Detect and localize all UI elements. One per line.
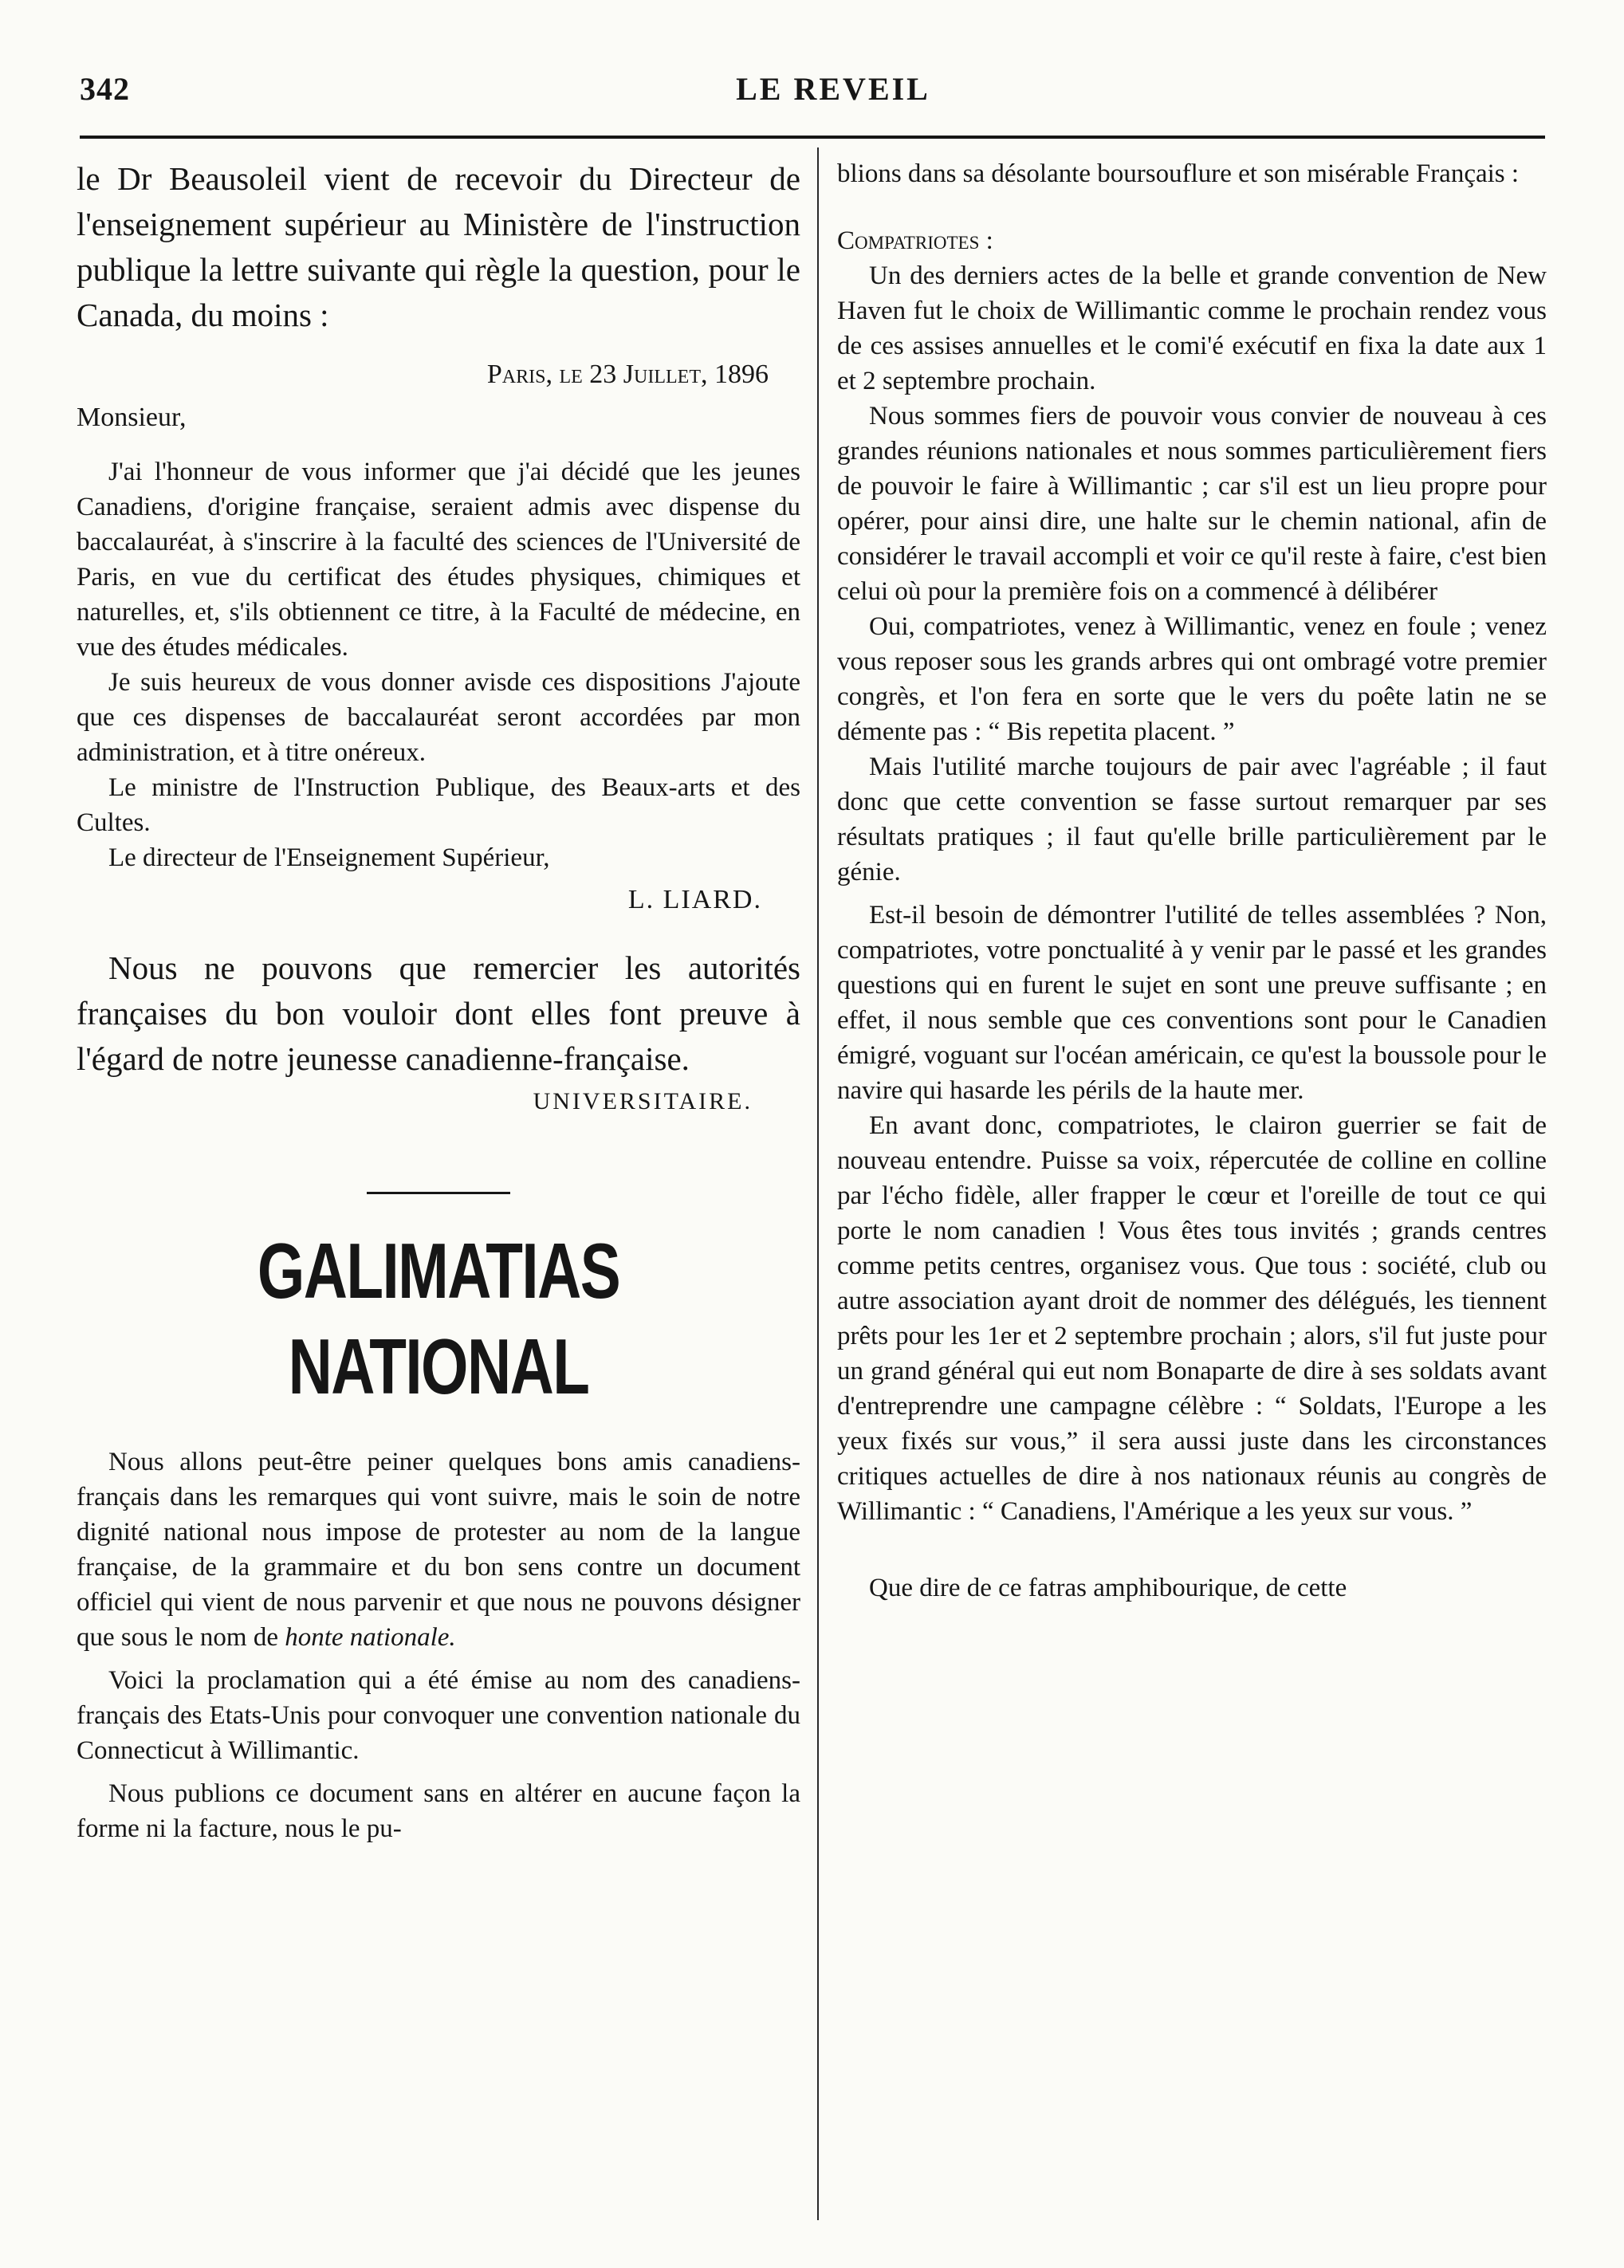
closing-paragraph: Nous ne pouvons que remercier les autorités françaises du bon vouloir dont elles font preuve à l'égard de notre jeunesse canadienne-française.	[77, 949, 800, 1077]
page-number: 342	[80, 71, 130, 107]
left-column	[77, 156, 800, 1846]
letter-body	[77, 454, 800, 875]
article-headline: GALIMATIAS NATIONAL	[257, 1227, 620, 1410]
intro-paragraph: le Dr Beausoleil vient de recevoir du Directeur de l'enseignement supérieur au Ministère de l'instruction publique la lettre suivante qui règle la question, pour le Canada, du moins :	[77, 160, 800, 333]
article-body	[77, 1445, 800, 1846]
article-italic-text: honte nationale.	[285, 1623, 456, 1652]
letter-paragraph: Le ministre de l'Instruction Publique, des Beaux-arts et des Cultes.	[77, 773, 800, 837]
proclamation-paragraph: Est-il besoin de démontrer l'utilité de telles assemblées ? Non, compatriotes, votre ponctualité à y venir par le passé et les grandes questions qui en furent le sujet en sont une preuve suffisante ; en effet, il nous semble que ces conventions sont pour le Canadien émigré, voguant sur l'océan américain, ce qu'est la boussole pour le navire qui hasarde les périls de la haute mer.	[837, 901, 1547, 1105]
letter-salutation: Monsieur,	[77, 403, 187, 432]
letter-paragraph: Le directeur de l'Enseignement Supérieur,	[108, 843, 550, 872]
section-rule	[367, 1192, 510, 1194]
final-paragraph: Que dire de ce fatras amphibourique, de cette	[869, 1574, 1347, 1602]
continuation-paragraph: blions dans sa désolante boursouflure et son misérable Français :	[837, 159, 1520, 188]
proclamation-paragraph: Oui, compatriotes, venez à Willimantic, venez en foule ; venez vous reposer sous les grands arbres qui ont ombragé votre premier congrès, et l'on fera en sorte que le vers du poête latin ne se démente pas : “ Bis repetita placent. ”	[837, 612, 1547, 746]
column-divider	[817, 147, 819, 2220]
header-rule	[80, 136, 1545, 139]
proclamation-paragraph: Nous sommes fiers de pouvoir vous convier de nouveau à ces grandes réunions nationales et nous sommes particulièrement fiers de pouvoir le faire à Willimantic ; car s'il est un lieu propre pour opérer, pour ainsi dire, une halte sur le chemin national, afin de considérer le travail accompli et voir ce qu'il reste à faire, c'est bien celui où pour la première fois on a commencé à délibérer	[837, 402, 1547, 606]
right-column	[837, 156, 1547, 1606]
letter-paragraph: Je suis heureux de vous donner avisde ces dispositions J'ajoute que ces dispenses de baccalauréat seront accordées par mon administration, et à titre onéreux.	[77, 668, 800, 767]
running-head: LE REVEIL	[736, 71, 930, 107]
byline: UNIVERSITAIRE.	[533, 1088, 753, 1114]
proclamation-paragraph: Un des derniers actes de la belle et grande convention de New Haven fut le choix de Willimantic comme le prochain rendez vous de ces assises annuelles et le comi'é exécutif en fixa la date aux 1 et 2 septembre prochain.	[837, 261, 1547, 395]
proclamation-heading: Compatriotes :	[837, 226, 993, 255]
article-paragraph	[77, 1445, 800, 1655]
article-paragraph: Voici la proclamation qui a été émise au nom des canadiens-français des Etats-Unis pour convoquer une convention nationale du Connecticut à Willimantic.	[77, 1666, 800, 1765]
proclamation-paragraph: En avant donc, compatriotes, le clairon guerrier se fait de nouveau entendre. Puisse sa voix, répercutée de colline en colline par l'écho fidèle, aller frapper le cœur et l'oreille de tout ce qui porte le nom canadien ! Vous êtes tous invités ; grands centres comme petits centres, organisez vous. Que tous : société, club ou autre association ayant droit de nommer des délégués, les tiennent prêts pour les 1er et 2 septembre prochain ; alors, s'il fut juste pour un grand général qui eut nom Bonaparte de dire à ses soldats avant d'entreprendre une campagne célèbre : “ Soldats, l'Europe a les yeux fixés sur vous,” il sera aussi juste dans les circonstances critiques actuelles de dire à nos nationaux réunis au congrès de Willimantic : “ Canadiens, l'Amérique a les yeux sur vous. ”	[837, 1111, 1547, 1526]
letter-signature: L. LIARD.	[627, 885, 762, 914]
letter-dateline: Paris, le 23 Juillet, 1896	[486, 360, 769, 389]
letter-paragraph: J'ai l'honneur de vous informer que j'ai décidé que les jeunes Canadiens, d'origine française, seraient admis avec dispense du baccalauréat, à s'inscrire à la faculté des sciences de l'Université de Paris, en vue du certificat des études physiques, chimiques et naturelles, et, s'ils obtiennent ce titre, à la Faculté de médecine, en vue des études médicales.	[77, 458, 800, 662]
article-text: Nous allons peut-être peiner quelques bons amis canadiens-français dans les remarques qui vont suivre, mais le soin de notre dignité national nous impose de protester au nom de la langue française, de la grammaire et du bon sens contre un document officiel qui vient de nous parvenir et que nous ne pouvons désigner que sous le nom de	[77, 1448, 800, 1652]
proclamation-paragraph: Mais l'utilité marche toujours de pair avec l'agréable ; il faut donc que cette convention se fasse surtout remarquer par ses résultats pratiques ; il faut qu'elle brille particulièrement par le génie.	[837, 753, 1547, 886]
article-paragraph: Nous publions ce document sans en altérer en aucune façon la forme ni la facture, nous le pu-	[77, 1779, 800, 1843]
